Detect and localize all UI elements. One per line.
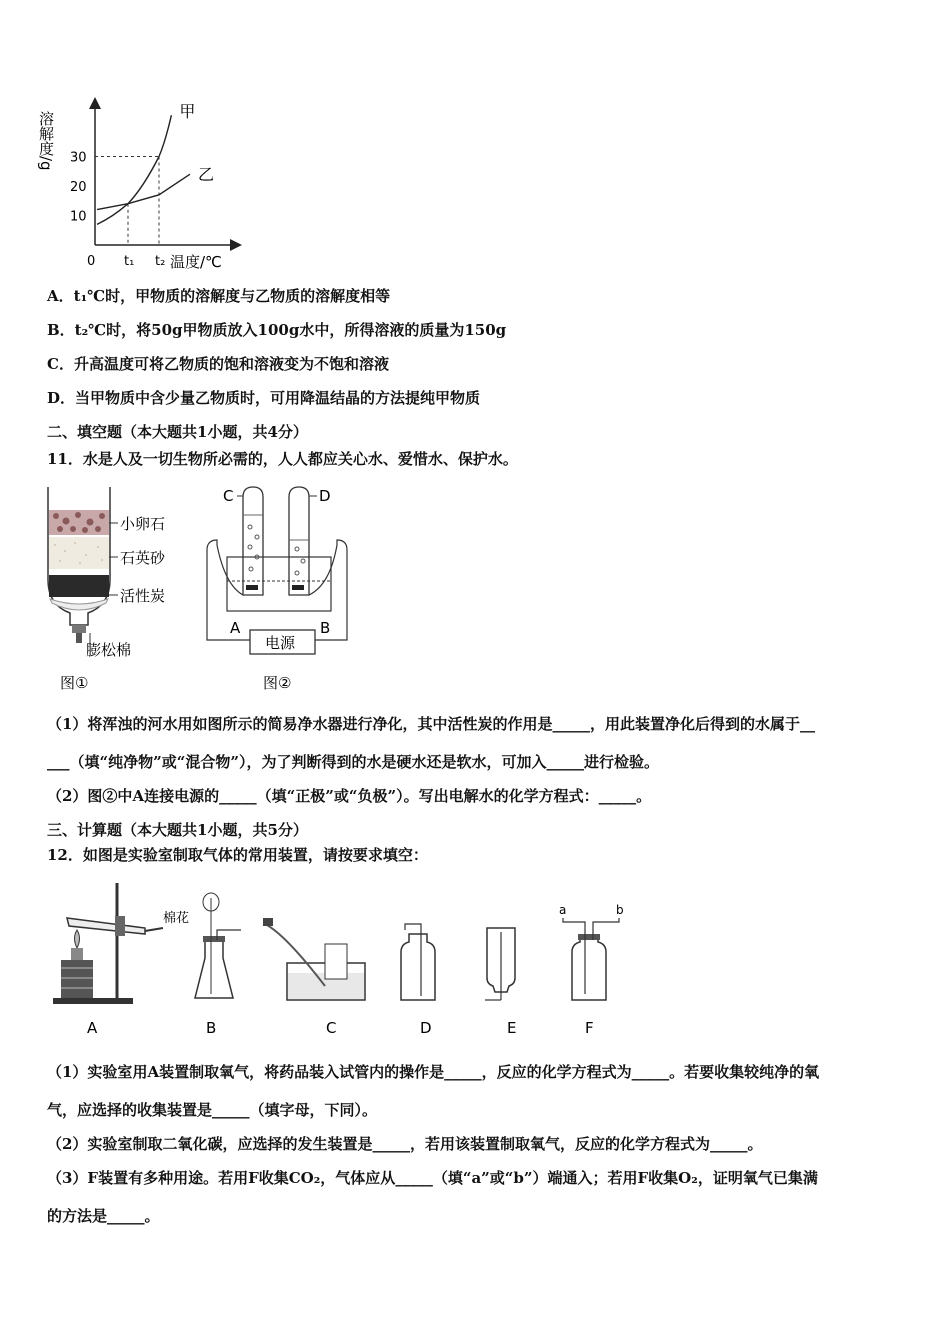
option-d: D．当甲物质中含少量乙物质时，可用降温结晶的方法提纯甲物质 bbox=[47, 389, 481, 407]
section-3-title: 三、计算题（本大题共1小题，共5分） bbox=[47, 821, 308, 839]
x-tick-label: 0 bbox=[87, 254, 96, 269]
series-label: 乙 bbox=[198, 165, 215, 185]
q12-part2: （2）实验室制取二氧化碳，应选择的发生装置是_____，若用该装置制取氧气，反应的化学方程式为_____。 bbox=[47, 1135, 763, 1153]
y-axis-label-text: 溶解度/g bbox=[37, 111, 55, 171]
apparatus-label-b: B bbox=[206, 1019, 217, 1037]
port-a-label: a bbox=[559, 903, 567, 917]
apparatus-label-f: F bbox=[585, 1019, 594, 1037]
q12-part1-line1: （1）实验室用A装置制取氧气，将药品装入试管内的操作是_____，反应的化学方程式为_____。若要收集较纯净的氧 bbox=[47, 1063, 820, 1081]
apparatus-a bbox=[53, 883, 163, 1004]
apparatus-f bbox=[563, 918, 619, 1000]
series-line-yi bbox=[97, 174, 190, 209]
q11-part1-line1: （1）将浑浊的河水用如图所示的简易净水器进行净化，其中活性炭的作用是_____，用此装置净化后得到的水属于__ bbox=[47, 715, 815, 733]
option-c: C．升高温度可将乙物质的饱和溶液变为不饱和溶液 bbox=[47, 355, 389, 373]
label-d: D bbox=[319, 487, 331, 505]
label-sand: 石英砂 bbox=[120, 549, 166, 567]
series-label: 甲 bbox=[179, 102, 196, 122]
option-a: A．t₁℃时，甲物质的溶解度与乙物质的溶解度相等 bbox=[47, 287, 391, 305]
q12-part1-line2: 气，应选择的收集装置是_____（填字母，下同）。 bbox=[47, 1101, 378, 1119]
label-c: C bbox=[223, 487, 234, 505]
y-tick-label: 10 bbox=[70, 209, 87, 225]
apparatus-d bbox=[401, 924, 435, 1000]
label-b: B bbox=[320, 619, 331, 637]
q11-part2: （2）图②中A连接电源的_____（填“正极”或“负极”）。写出电解水的化学方程式：_____。 bbox=[47, 787, 652, 805]
electrolysis-figure bbox=[205, 485, 355, 695]
y-axis-label bbox=[37, 111, 55, 171]
y-tick-label: 30 bbox=[70, 150, 87, 166]
q11-part1-line2: ___（填“纯净物”或“混合物”），为了判断得到的水是硬水还是软水，可加入_____进行检验。 bbox=[47, 753, 660, 771]
apparatus-label-a: A bbox=[87, 1019, 98, 1037]
x-tick-label: t₂ bbox=[155, 254, 166, 269]
label-carbon: 活性炭 bbox=[120, 587, 166, 605]
label-pebbles: 小卵石 bbox=[120, 515, 166, 533]
apparatus-c bbox=[263, 918, 365, 1000]
apparatus-e bbox=[485, 928, 515, 1000]
sand-layer bbox=[49, 537, 109, 569]
section-2-title: 二、填空题（本大题共1小题，共4分） bbox=[47, 423, 308, 441]
tube-c bbox=[243, 487, 263, 595]
solubility-chart bbox=[37, 95, 250, 275]
tube-d bbox=[289, 487, 309, 595]
apparatus-label-d: D bbox=[420, 1019, 432, 1037]
apparatus-label-e: E bbox=[507, 1019, 517, 1037]
option-b: B．t₂℃时，将50g甲物质放入100g水中，所得溶液的质量为150g bbox=[47, 321, 507, 339]
q11-stem: 11．水是人及一切生物所必需的，人人都应关心水、爱惜水、保护水。 bbox=[47, 450, 518, 468]
x-tick-label: t₁ bbox=[124, 254, 135, 269]
power-label: 电源 bbox=[265, 634, 296, 652]
figure-1-caption: 图① bbox=[60, 674, 89, 692]
cotton-layer bbox=[50, 599, 108, 610]
apparatus-figure bbox=[45, 878, 645, 1038]
q12-part3-line2: 的方法是_____。 bbox=[47, 1207, 160, 1225]
port-b-label: b bbox=[616, 903, 624, 917]
q12-stem: 12．如图是实验室制取气体的常用装置，请按要求填空： bbox=[47, 846, 428, 864]
q12-part3-line1: （3）F装置有多种用途。若用F收集CO₂，气体应从_____（填“a”或“b”）端通入；若用F收集O₂，证明氧气已集满 bbox=[47, 1169, 818, 1187]
x-axis-label: 温度/℃ bbox=[170, 253, 222, 271]
figure-2-caption: 图② bbox=[263, 674, 292, 692]
apparatus-b bbox=[195, 893, 241, 998]
apparatus-label-c: C bbox=[326, 1019, 337, 1037]
water-purifier-figure bbox=[40, 485, 190, 695]
carbon-layer bbox=[49, 575, 109, 597]
y-tick-label: 20 bbox=[70, 180, 87, 195]
label-cotton: 棉花 bbox=[163, 911, 190, 926]
label-a: A bbox=[230, 619, 241, 637]
label-cotton: 膨松棉 bbox=[86, 641, 132, 659]
